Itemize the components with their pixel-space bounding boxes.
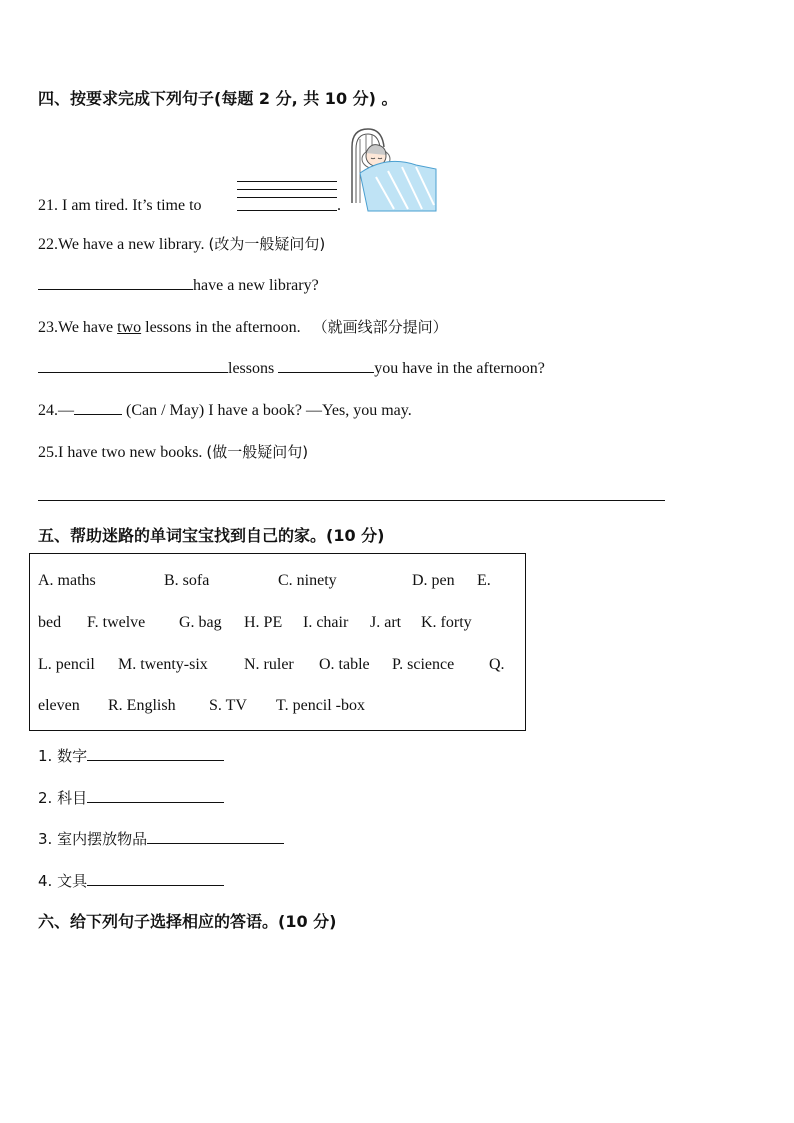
question-23-pre: 23.We have xyxy=(38,319,118,336)
word-bank-item: E. xyxy=(477,572,491,589)
word-bank-item: C. ninety xyxy=(278,572,337,589)
question-21 xyxy=(38,197,202,215)
answer-blank-23a[interactable] xyxy=(38,358,228,373)
word-bank-item: D. pen xyxy=(412,572,455,589)
word-bank-item: I. chair xyxy=(303,614,349,631)
word-bank-item: T. pencil -box xyxy=(276,697,366,714)
category-2-blank[interactable] xyxy=(87,788,224,803)
answer-blank-23b[interactable] xyxy=(278,358,374,373)
category-2-label: 2. 科目 xyxy=(38,789,88,807)
word-bank-item: L. pencil xyxy=(38,656,95,673)
answer-22 xyxy=(38,275,319,295)
category-3-label: 3. 室内摆放物品 xyxy=(38,830,148,848)
section-6-heading: 六、给下列句子选择相应的答语。(10 分) xyxy=(38,912,337,931)
girl-sleeping-in-bed-illustration xyxy=(346,125,438,213)
answer-line-21b[interactable] xyxy=(237,189,337,190)
word-bank-item: eleven xyxy=(38,697,80,714)
question-22-instruction: (改为一般疑问句) xyxy=(208,235,326,253)
category-1-label: 1. 数字 xyxy=(38,747,88,765)
question-21-text: 21. I am tired. It’s time to xyxy=(38,197,202,214)
word-bank-item: A. maths xyxy=(38,572,96,589)
answer-23-mid: lessons xyxy=(228,360,275,377)
question-24-post: (Can / May) I have a book? —Yes, you may. xyxy=(126,402,412,419)
category-4-blank[interactable] xyxy=(87,871,224,886)
category-1 xyxy=(38,745,224,766)
answer-blank-22[interactable] xyxy=(38,275,193,290)
question-23-instruction: （就画线部分提问） xyxy=(312,318,448,336)
word-bank-item: S. TV xyxy=(209,697,247,714)
word-bank-item: M. twenty-six xyxy=(118,656,208,673)
answer-23 xyxy=(38,358,545,378)
answer-line-25[interactable] xyxy=(38,500,665,501)
question-25-text: 25.I have two new books. xyxy=(38,444,203,461)
question-25 xyxy=(38,441,308,462)
word-bank-item: B. sofa xyxy=(164,572,210,589)
answer-line-21c[interactable] xyxy=(237,197,337,198)
question-22-text: 22.We have a new library. xyxy=(38,236,205,253)
category-2 xyxy=(38,787,224,808)
answer-22-tail: have a new library? xyxy=(193,277,319,294)
category-4-label: 4. 文具 xyxy=(38,872,88,890)
answer-line-21a[interactable] xyxy=(237,181,337,182)
category-3-blank[interactable] xyxy=(147,829,284,844)
question-25-instruction: (做一般疑问句) xyxy=(206,443,309,461)
question-22 xyxy=(38,233,325,254)
question-23-underlined: two xyxy=(117,319,142,336)
word-bank-item: Q. xyxy=(489,656,505,673)
section-5-heading: 五、帮助迷路的单词宝宝找到自己的家。(10 分) xyxy=(38,526,385,545)
category-1-blank[interactable] xyxy=(87,746,224,761)
category-3 xyxy=(38,828,284,849)
word-bank-item: bed xyxy=(38,614,62,631)
word-bank-item: P. science xyxy=(392,656,455,673)
question-21-period: . xyxy=(337,197,341,214)
answer-line-21d[interactable] xyxy=(237,210,337,211)
question-24-pre: 24.— xyxy=(38,402,74,419)
word-bank-item: R. English xyxy=(108,697,176,714)
word-bank-item: J. art xyxy=(370,614,402,631)
word-bank-item: F. twelve xyxy=(87,614,146,631)
question-23-post: lessons in the afternoon. xyxy=(141,319,301,336)
word-bank-item: O. table xyxy=(319,656,370,673)
word-bank-item: K. forty xyxy=(421,614,472,631)
word-bank-item: N. ruler xyxy=(244,656,294,673)
question-24 xyxy=(38,400,412,420)
answer-blank-24[interactable] xyxy=(74,400,122,415)
category-4 xyxy=(38,870,224,891)
question-23 xyxy=(38,316,448,337)
answer-23-tail: you have in the afternoon? xyxy=(374,360,545,377)
word-bank-item: G. bag xyxy=(179,614,222,631)
word-bank-item: H. PE xyxy=(244,614,283,631)
section-4-heading: 四、按要求完成下列句子(每题 2 分, 共 10 分) 。 xyxy=(38,89,398,108)
